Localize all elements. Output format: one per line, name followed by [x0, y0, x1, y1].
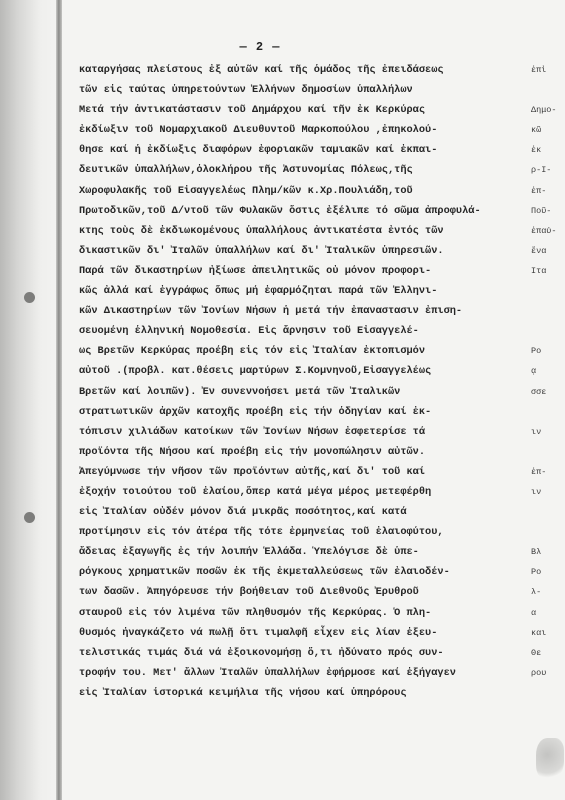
text-line: Πρωτοδικῶν,τοῦ Δ/ντοῦ τῶν Φυλακῶν ὅστις ἐξέλιπε τό σῶμα ἀπροφυλά- — [79, 204, 481, 217]
binding-fold — [56, 0, 62, 800]
margin-note: ᾳ — [531, 366, 537, 377]
text-line: τελιστικάς τιμάς διά νά ἐξοικονομήσῃ ὅ,τι ἠδύνατο πρός συν- — [79, 646, 444, 659]
margin-note: ἐπ- — [531, 466, 547, 477]
text-line: ἐξοχήν τοιούτου τοῦ ἐλαίου,ὅπερ κατά μέγα μέρος μετεφέρθη — [79, 485, 432, 498]
margin-note: ἔνα — [531, 245, 547, 256]
text-line: ως Βρετῶν Κερκύρας προέβη εἰς τόν εἰς Ἰταλίαν ἐκτοπισμόν — [79, 345, 426, 358]
text-line: κῶν Δικαστηρίων τῶν Ἰονίων Νήσων ἡ μετά τήν ἐπαναστασιν ἐπιση- — [79, 305, 463, 318]
margin-note: κῶ — [531, 125, 542, 136]
margin-note: σσε — [531, 386, 547, 397]
margin-note: Ρο — [531, 567, 542, 578]
margin-note: λ- — [531, 587, 542, 598]
margin-annotations — [531, 60, 565, 703]
margin-note — [531, 502, 565, 522]
margin-note: α — [531, 607, 537, 618]
margin-note — [531, 301, 565, 321]
text-line: προτίμησιν εἰς τόν ἀτέρα τῆς τότε ἐρμηνείας τοῦ ἐλαιοφύτου, — [79, 526, 444, 539]
margin-note — [531, 442, 565, 462]
page-number: — 2 — — [239, 40, 281, 54]
text-line: Μετά τήν ἀντικατάστασιν τοῦ Δημάρχου καί τῆν ἐκ Κερκύρας — [79, 104, 426, 117]
margin-note: Θε — [531, 647, 542, 658]
margin-note: ρου — [531, 667, 547, 678]
typed-text-body — [79, 60, 521, 703]
margin-note: Ἰτα — [531, 265, 547, 276]
text-line: τῶν εἰς ταύτας ὑπηρετούντων Ἑλλήνων δημοσίων ὑπαλλήλων — [79, 84, 413, 97]
text-line: στρατιωτικῶν ἀρχῶν κατοχῆς προέβη εἰς τήν ὁδηγίαν καί ἐκ- — [79, 405, 432, 418]
text-line: Παρά τῶν δικαστηρίων ἠξίωσε ἀπειλητικῶς οὐ μόνον προφορι- — [79, 264, 432, 277]
binding-shadow — [0, 0, 62, 800]
margin-note: ιν — [531, 426, 542, 437]
text-line: ἄδειας ἐξαγωγῆς ἐς τήν λοιπήν Ἑλλάδα. Ὑπελόγισε δὲ ὑπε- — [79, 546, 419, 559]
punch-hole — [24, 292, 35, 303]
margin-note: ρ-Ι- — [531, 165, 552, 176]
margin-note — [531, 522, 565, 542]
paper-stain — [536, 738, 564, 780]
text-line: Ἀπεγύμνωσε τήν νῆσον τῶν προϊόντων αὐτῆς,καί δι' τοῦ καί — [79, 465, 426, 478]
margin-note: Ρο — [531, 346, 542, 357]
text-line: κτης τοὺς δὲ ἐκδιωκομένους ὑπαλλήλους ἀντικατέστα ἐντός τῶν — [79, 224, 444, 237]
text-line: τροφήν του. Μετ' ἄλλων Ἰταλῶν ὑπαλλήλων ἐφήρμοσε καί ἐξήγαγεν — [79, 666, 456, 679]
margin-note: ιν — [531, 486, 542, 497]
text-line: δικαστικῶν δι' Ἰταλῶν ὑπαλλήλων καί δι' Ἰταλικῶν ὑπηρεσιῶν. — [79, 244, 444, 257]
text-line: αὐτοῦ .(προβλ. κατ.θέσεις μαρτύρων Σ.Κομνηνοῦ,Εἰσαγγελέως — [79, 365, 432, 378]
text-line: εἰς Ἰταλίαν οὐδέν μόνον διά μικρᾶς ποσότητος,καί κατά — [79, 506, 407, 519]
text-line: Βρετῶν καί λοιπῶν). Ἐν συνεννοήσει μετά τῶν Ἰταλικῶν — [79, 385, 401, 398]
text-line: προϊόντα τῆς Νήσου καί προέβη εἰς τήν μονοπώλησιν αὐτῶν. — [79, 445, 426, 458]
text-line: κῶς ἀλλά καί ἐγγράφως ὅπως μή ἐφαρμόζηται παρά τῶν Ἑλληνι- — [79, 285, 438, 298]
text-line: σευομένη ἑλληνική Νομοθεσία. Εἰς ἄρνησιν τοῦ Εἰσαγγελέ- — [79, 325, 419, 338]
text-line: ἐκδίωξιν τοῦ Νομαρχιακοῦ Διευθυντοῦ Μαρκοπούλου ,ἐπηκολού- — [79, 124, 438, 137]
margin-note — [531, 683, 565, 703]
text-line: των δασῶν. Ἀπηγόρευσε τήν βοήθειαν τοῦ Διεθνοῦς Ἐρυθροῦ — [79, 586, 419, 599]
margin-note: Βλ — [531, 547, 542, 558]
margin-note: ἐπ- — [531, 185, 547, 196]
text-line: καταργήσας πλείστους ἐξ αὐτῶν καί τῆς ὁμάδος τῆς ἐπειδάσεως — [79, 64, 444, 76]
margin-note — [531, 321, 565, 341]
text-line: θησε καί ἡ ἐκδίωξις διαφόρων ἐφοριακῶν ταμιακῶν καί ἐκπαι- — [79, 144, 438, 157]
text-line: σταυροῦ εἰς τόν λιμένα τῶν πληθυσμόν τῆς Κερκύρας. Ὁ πλη- — [79, 606, 432, 619]
margin-note — [531, 80, 565, 100]
text-line: ρόγκους χρηματικῶν ποσῶν ἐκ τῆς ἐκμεταλλεύσεως τῶν ἐλαιοδέν- — [79, 566, 450, 579]
text-line: δευτικῶν ὑπαλλήλων,ὁλοκλήρου τῆς Ἀστυνομίας Πόλεως,τῆς — [79, 164, 413, 177]
text-line: τόπισιν χιλιάδων κατοίκων τῶν Ἰονίων Νήσων ἐσφετερίσε τά — [79, 425, 426, 438]
margin-note: και — [531, 627, 547, 638]
margin-note: Δημο- — [531, 105, 557, 116]
text-line: εἰς Ἰταλίαν ἱστορικά κειμήλια τῆς νήσου καί ὑπηρόρους — [79, 686, 407, 699]
text-line: Χωροφυλακῆς τοῦ Εἰσαγγελέως Πλημ/κῶν κ.Χρ.Πουλιάδη,τοῦ — [79, 184, 413, 197]
punch-hole — [24, 512, 35, 523]
margin-note: ἐπαύ- — [531, 225, 557, 236]
text-line: θυσμός ἠναγκάζετο νά πωλῇ ὅτι τιμαλφῆ εἶχεν εἰς λίαν ἐξευ- — [79, 626, 438, 639]
margin-note — [531, 402, 565, 422]
margin-note: ἐπὶ — [531, 65, 547, 75]
margin-note: ἐκ — [531, 145, 542, 156]
margin-note — [531, 281, 565, 301]
margin-note: Ποῦ- — [531, 205, 552, 216]
